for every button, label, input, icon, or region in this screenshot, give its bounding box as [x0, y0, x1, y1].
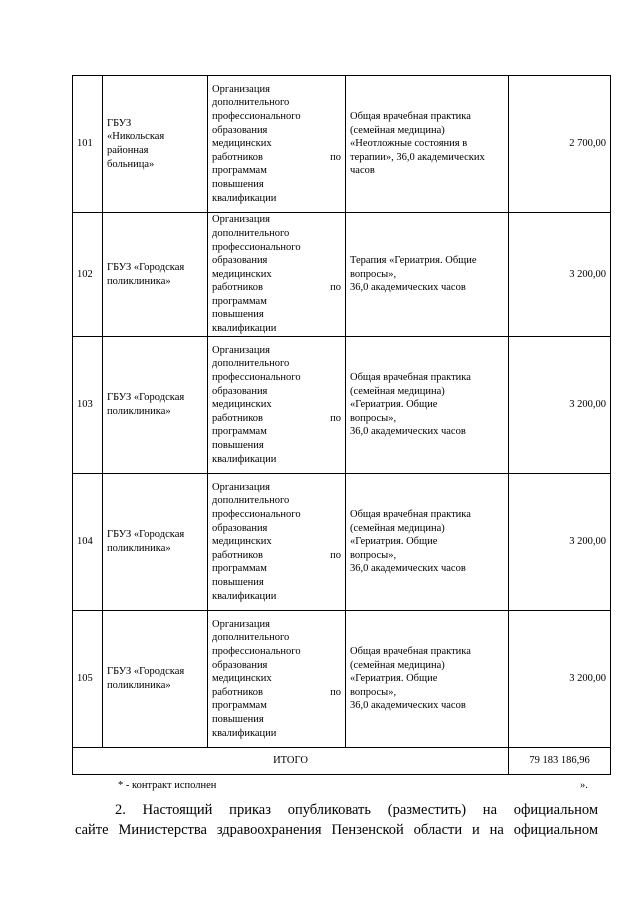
contract-sum: 3 200,00: [509, 337, 611, 474]
service-description: Организация дополнительного профессионального образования медицинских работников по программам повышения квалификации: [208, 337, 346, 474]
service-description: Организация дополнительного профессионального образования медицинских работников по программам повышения квалификации: [208, 474, 346, 611]
contract-sum: 3 200,00: [509, 213, 611, 337]
row-number: 101: [73, 76, 103, 213]
program-name: Общая врачебная практика (семейная медицина) «Гериатрия. Общие вопросы», 36,0 академических часов: [346, 337, 509, 474]
table-row: [73, 213, 611, 337]
paragraph-line: 2. Настоящий приказ опубликовать (разместить) на официальном: [115, 802, 598, 818]
footnote-text: * - контракт исполнен: [118, 780, 217, 791]
row-number: 102: [73, 213, 103, 337]
service-description: Организация дополнительного профессионального образования медицинских работников по программам повышения квалификации: [208, 76, 346, 213]
closing-quote: ».: [580, 780, 588, 791]
table-row: [73, 611, 611, 748]
table-row: [73, 337, 611, 474]
contracts-table: [72, 75, 611, 775]
service-description: Организация дополнительного профессионального образования медицинских работников по программам повышения квалификации: [208, 611, 346, 748]
contract-sum: 2 700,00: [509, 76, 611, 213]
client-name: ГБУЗ «Городская поликлиника»: [103, 213, 208, 337]
client-name: ГБУЗ «Городская поликлиника»: [103, 474, 208, 611]
client-name: ГБУЗ «Городская поликлиника»: [103, 611, 208, 748]
client-name: ГБУЗ «Городская поликлиника»: [103, 337, 208, 474]
footnote: [0, 779, 640, 793]
row-number: 104: [73, 474, 103, 611]
program-name: Общая врачебная практика (семейная медицина) «Гериатрия. Общие вопросы», 36,0 академических часов: [346, 611, 509, 748]
row-number: 103: [73, 337, 103, 474]
client-name: ГБУЗ «Никольская районная больница»: [103, 76, 208, 213]
row-number: 105: [73, 611, 103, 748]
contract-sum: 3 200,00: [509, 611, 611, 748]
service-description: Организация дополнительного профессионального образования медицинских работников по программам повышения квалификации: [208, 213, 346, 337]
order-paragraph: [75, 800, 598, 840]
program-name: Общая врачебная практика (семейная медицина) «Гериатрия. Общие вопросы», 36,0 академических часов: [346, 474, 509, 611]
total-row: [73, 748, 611, 775]
table-row: [73, 76, 611, 213]
total-label: ИТОГО: [73, 748, 509, 775]
table-row: [73, 474, 611, 611]
paragraph-line: сайте Министерства здравоохранения Пензенской области и на официальном: [75, 822, 598, 838]
contract-sum: 3 200,00: [509, 474, 611, 611]
program-name: Общая врачебная практика (семейная медицина) «Неотложные состояния в терапии», 36,0 академических часов: [346, 76, 509, 213]
total-sum: 79 183 186,96: [509, 748, 611, 775]
program-name: Терапия «Гериатрия. Общие вопросы», 36,0 академических часов: [346, 213, 509, 337]
